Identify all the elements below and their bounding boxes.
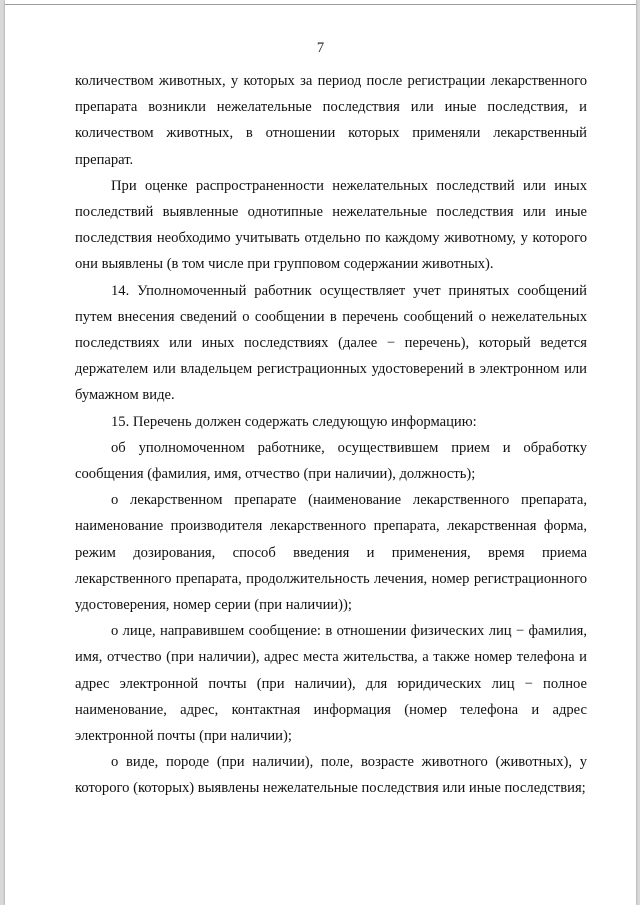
paragraph-15: 15. Перечень должен содержать следующую информацию: — [111, 413, 477, 430]
paragraph-prevalence-assessment: При оценке распространенности нежелательных последствий или иных последствий выявленные однотипные нежелательные последствия или иные последствия необходимо учитывать отдельно по каждому животному, у которого они выявлены (в том числе при групповом содержании животных). — [75, 177, 587, 273]
paragraph-continuation: количеством животных, у которых за период после регистрации лекарственного препарата возникли нежелательные последствия или иные последствия, и количеством животных, в отношении которых применяли лекарственный препарат. — [75, 73, 587, 168]
list-item-animal: о виде, породе (при наличии), поле, возрасте животного (животных), у которого (которых) выявлены нежелательные последствия или иные последствия; — [75, 754, 587, 797]
list-item-authorized-employee: об уполномоченном работнике, осуществившем прием и обработку сообщения (фамилия, имя, отчество (при наличии), должность); — [75, 439, 587, 483]
list-item-medicinal-product: о лекарственном препарате (наименование лекарственного препарата, наименование производителя лекарственного препарата, лекарственная форма, режим дозирования, способ введения и применения, время приема лекарственного препарата, продолжительность лечения, номер регистрационного удостоверения, номер серии (при наличии)); — [75, 492, 587, 614]
document-page — [5, 0, 636, 905]
page-number: 7 — [316, 40, 325, 56]
document-body — [75, 68, 587, 802]
paragraph-14: 14. Уполномоченный работник осуществляет учет принятых сообщений путем внесения сведений о сообщении в перечень сообщений о нежелательных последствиях или иных последствиях (далее − перечень), который ведется держателем или владельцем регистрационных удостоверений в электронном или бумажном виде. — [75, 282, 587, 404]
list-item-reporter: о лице, направившем сообщение: в отношении физических лиц − фамилия, имя, отчество (при наличии), адрес места жительства, а также номер телефона и адрес электронной почты (при наличии), для юридических лиц − полное наименование, адрес, контактная информация (номер телефона и адрес электронной почты (при наличии); — [75, 623, 587, 745]
